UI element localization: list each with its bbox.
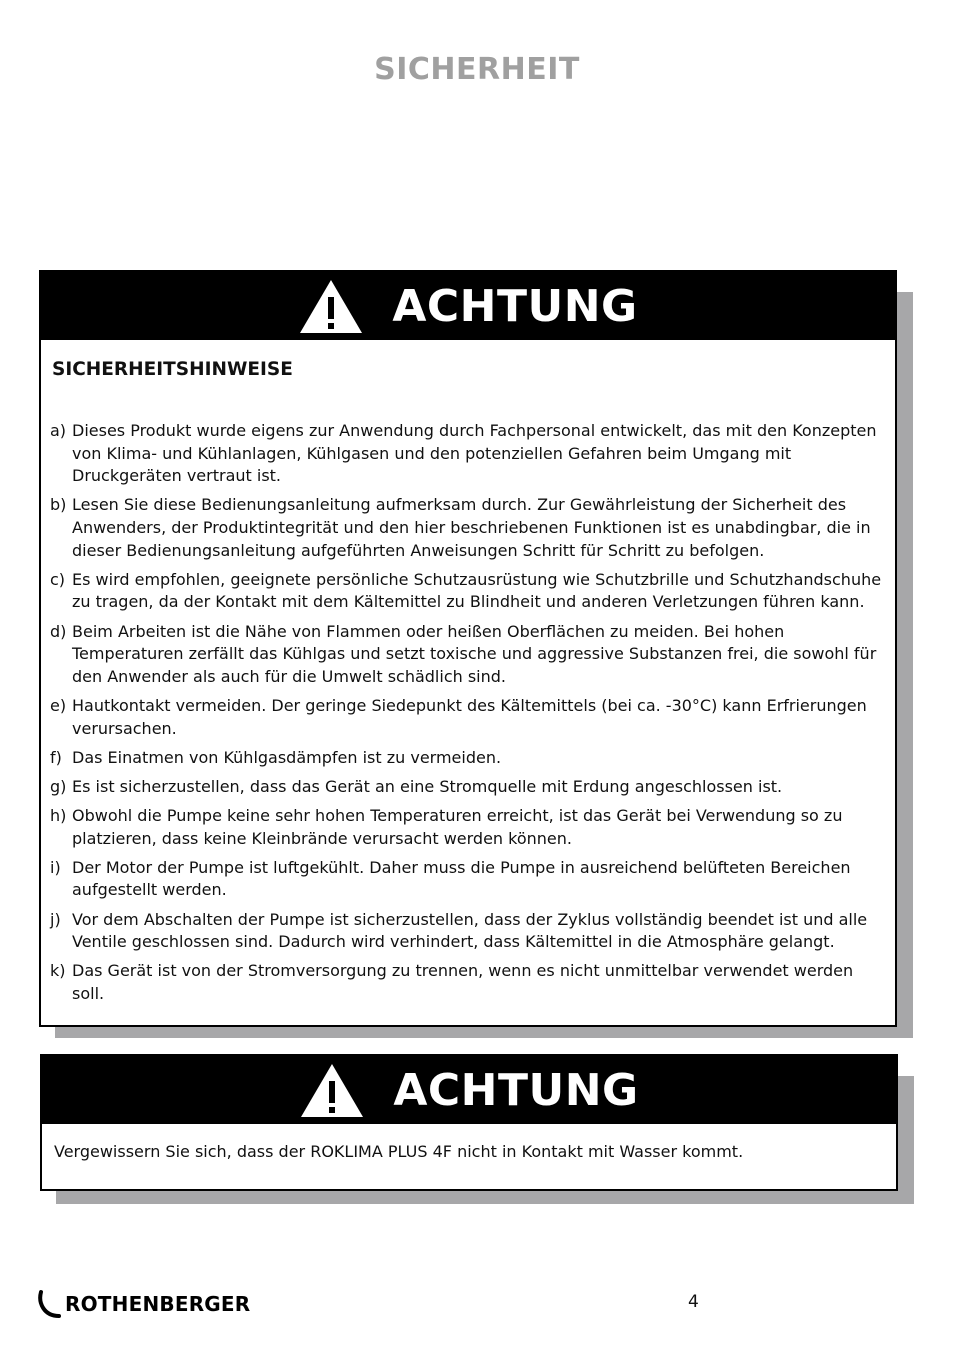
list-item: e) Hautkontakt vermeiden. Der geringe Siedepunkt des Kältemittels (bei ca. -30°C) kann Erfrierungen verursachen. — [50, 695, 867, 738]
list-item: g) Es ist sicherzustellen, dass das Gerät an eine Stromquelle mit Erdung angeschlossen ist. — [50, 776, 783, 796]
brand-name: ROTHENBERGER — [65, 1292, 251, 1316]
list-item: a) Dieses Produkt wurde eigens zur Anwendung durch Fachpersonal entwickelt, das mit den Konzepten von Klima- und Kühlanlagen, Kühlgasen und den potenziellen Gefahren beim Umgang mit Druckgeräten vertraut ist. — [50, 421, 877, 486]
rothenberger-logo-icon — [38, 1289, 64, 1319]
list-item: f) Das Einatmen von Kühlgasdämpfen ist zu vermeiden. — [50, 747, 502, 767]
list-item: d) Beim Arbeiten ist die Nähe von Flammen oder heißen Oberflächen zu meiden. Bei hohen Temperaturen zerfällt das Kühlgas und setzt toxische und aggressive Substanzen frei, die sowohl für den Anwender als auch für die Umwelt schädlich sind. — [50, 621, 877, 686]
warning-title: ACHTUNG — [392, 280, 638, 332]
warning-exclamation-icon — [298, 277, 364, 335]
warning-box-frame — [39, 270, 897, 1027]
brand-logo — [38, 1289, 250, 1319]
warning-box-frame — [40, 1054, 898, 1191]
page-number: 4 — [688, 1292, 699, 1312]
safety-list — [50, 420, 883, 1012]
warning-exclamation-icon — [299, 1061, 365, 1119]
warning-text: Vergewissern Sie sich, dass der ROKLIMA PLUS 4F nicht in Kontakt mit Wasser kommt. — [54, 1142, 744, 1161]
list-item: b) Lesen Sie diese Bedienungsanleitung aufmerksam durch. Zur Gewährleistung der Sicherheit des Anwenders, der Produktintegrität und den hier beschriebenen Funktionen ist es unabdingbar, die in dieser Bedienungsanleitung aufgeführten Anweisungen Schritt für Schritt zu befolgen. — [50, 495, 871, 560]
warning-box-safety — [39, 270, 897, 1027]
warning-box-water — [40, 1054, 898, 1191]
warning-header — [42, 1056, 896, 1124]
list-item: i) Der Motor der Pumpe ist luftgekühlt. Daher muss die Pumpe in ausreichend belüfteten Bereichen aufgestellt werden. — [50, 857, 851, 900]
warning-header — [41, 272, 895, 340]
warning-title: ACHTUNG — [393, 1064, 639, 1116]
page-title: SICHERHEIT — [374, 52, 580, 87]
section-title: SICHERHEITSHINWEISE — [52, 359, 293, 380]
list-item: h) Obwohl die Pumpe keine sehr hohen Temperaturen erreicht, ist das Gerät bei Verwendung so zu platzieren, dass keine Kleinbrände verursacht werden können. — [50, 806, 843, 848]
list-item: j) Vor dem Abschalten der Pumpe ist sicherzustellen, dass der Zyklus vollständig beendet ist und alle Ventile geschlossen sind. Dadurch wird verhindert, dass Kältemittel in die Atmosphäre gelangt. — [50, 909, 868, 952]
list-item: c) Es wird empfohlen, geeignete persönliche Schutzausrüstung wie Schutzbrille und Schutzhandschuhe zu tragen, da der Kontakt mit dem Kältemittel zu Blindheit und anderen Verletzungen führen kann. — [50, 569, 882, 612]
list-item: k) Das Gerät ist von der Stromversorgung zu trennen, wenn es nicht unmittelbar verwendet werden soll. — [50, 961, 854, 1003]
